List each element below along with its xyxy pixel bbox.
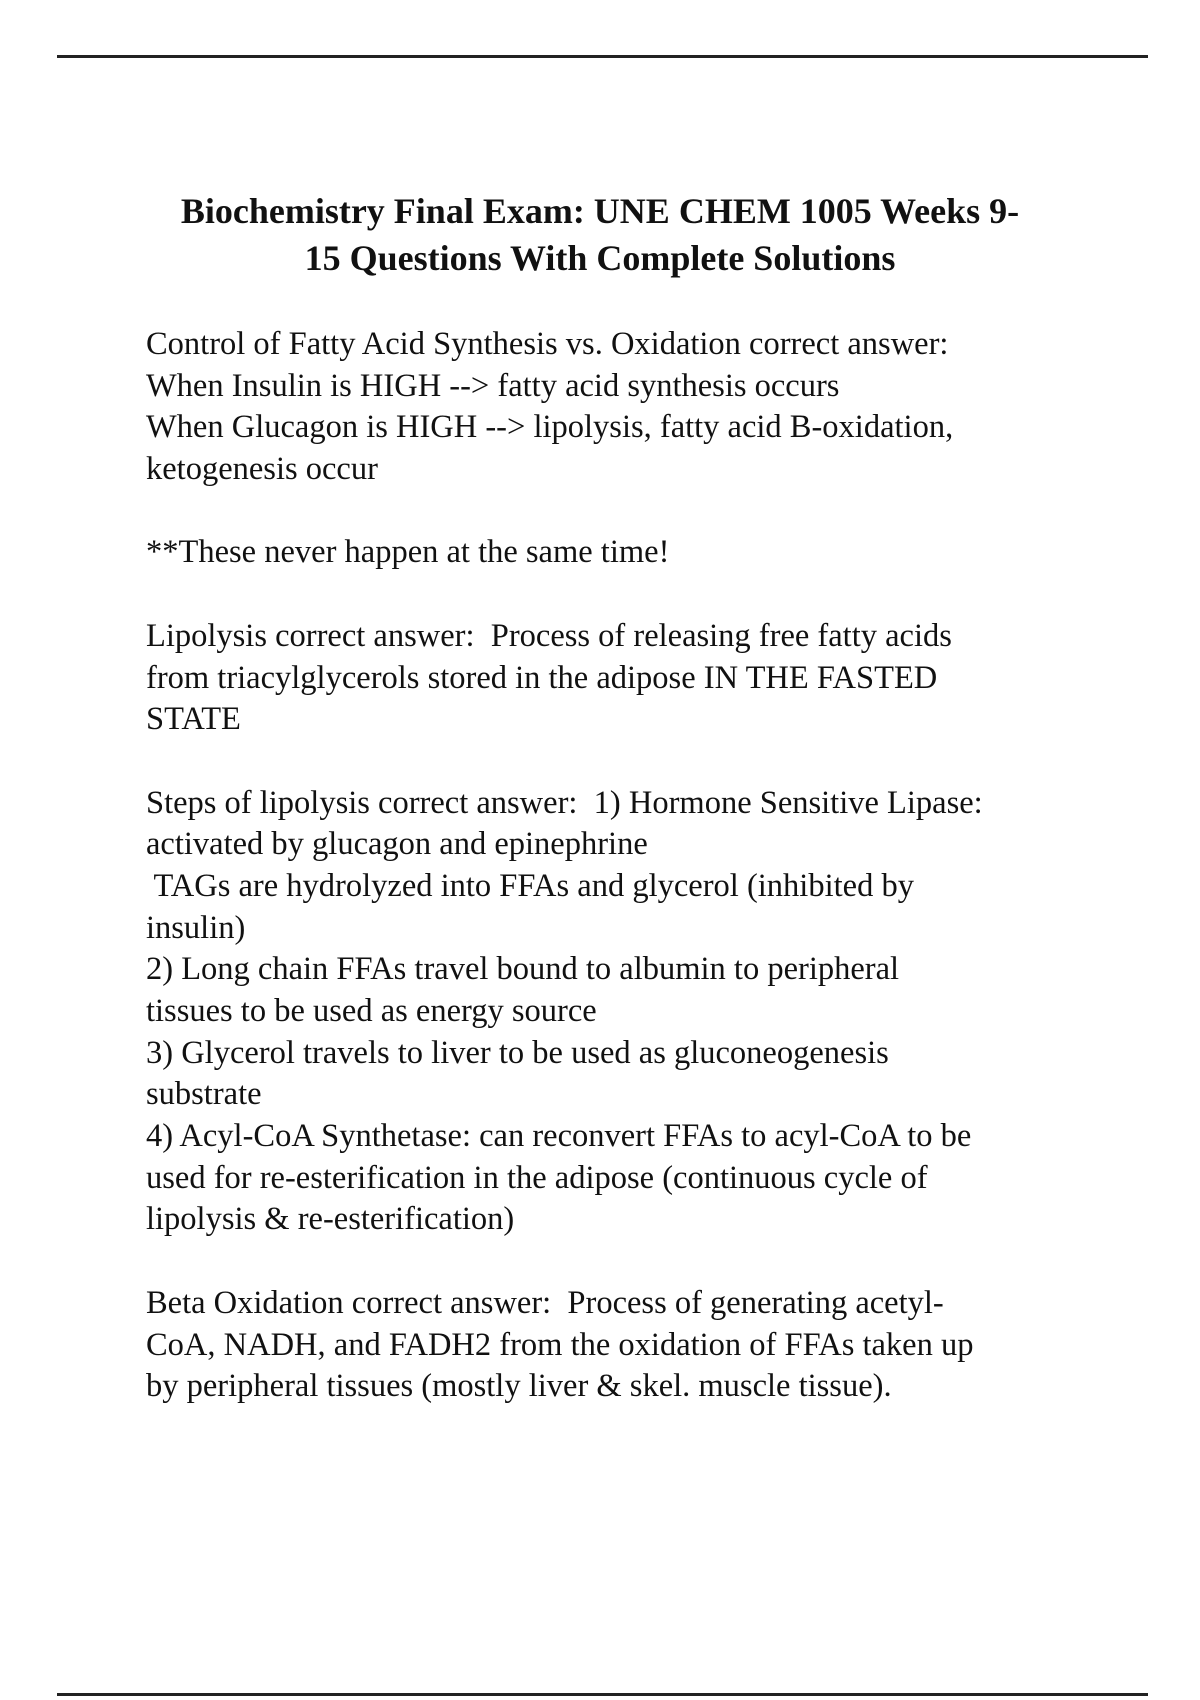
document-body bbox=[146, 324, 1106, 1408]
text-line: 4) Acyl-CoA Synthetase: can reconvert FFAs to acyl-CoA to be bbox=[146, 1118, 972, 1155]
text-line: Control of Fatty Acid Synthesis vs. Oxidation correct answer: bbox=[146, 326, 949, 362]
text-line: insulin) bbox=[146, 909, 246, 946]
text-line: 3) Glycerol travels to liver to be used as gluconeogenesis bbox=[146, 1034, 889, 1071]
paragraph-gap bbox=[146, 574, 1106, 616]
paragraph bbox=[146, 1283, 1106, 1408]
text-line: by peripheral tissues (mostly liver & skel. muscle tissue). bbox=[146, 1368, 892, 1405]
text-line: tissues to be used as energy source bbox=[146, 993, 597, 1029]
text-line: used for re-esterification in the adipose (continuous cycle of bbox=[146, 1159, 928, 1196]
text-line: ketogenesis occur bbox=[146, 451, 378, 488]
text-line: STATE bbox=[146, 701, 241, 738]
text-line: 2) Long chain FFAs travel bound to albumin to peripheral bbox=[146, 951, 900, 988]
footer-rule bbox=[57, 1693, 1148, 1696]
paragraph-gap bbox=[146, 1241, 1106, 1283]
paragraph bbox=[146, 783, 1106, 1242]
paragraph-gap bbox=[146, 741, 1106, 783]
paragraph-gap bbox=[146, 491, 1106, 533]
title-line-1: Biochemistry Final Exam: UNE CHEM 1005 Weeks 9- bbox=[180, 191, 1020, 231]
text-line: from triacylglycerols stored in the adipose IN THE FASTED bbox=[146, 659, 938, 696]
paragraph bbox=[146, 324, 1106, 491]
text-line: Beta Oxidation correct answer: Process of generating acetyl- bbox=[146, 1284, 944, 1321]
text-line: Lipolysis correct answer: Process of releasing free fatty acids bbox=[146, 617, 952, 654]
title-line-2: 15 Questions With Complete Solutions bbox=[304, 238, 896, 278]
text-line: lipolysis & re-esterification) bbox=[146, 1201, 515, 1238]
paragraph bbox=[146, 616, 1106, 741]
text-line: Steps of lipolysis correct answer: 1) Hormone Sensitive Lipase: bbox=[146, 784, 983, 821]
text-line: **These never happen at the same time! bbox=[146, 534, 670, 571]
text-line: TAGs are hydrolyzed into FFAs and glycerol (inhibited by bbox=[146, 867, 914, 904]
text-line: substrate bbox=[146, 1076, 262, 1113]
text-line: When Glucagon is HIGH --> lipolysis, fatty acid B-oxidation, bbox=[146, 409, 954, 446]
document-title bbox=[100, 188, 1100, 282]
paragraph bbox=[146, 532, 1106, 574]
text-line: CoA, NADH, and FADH2 from the oxidation of FFAs taken up bbox=[146, 1326, 974, 1363]
header-rule bbox=[57, 55, 1148, 58]
text-line: When Insulin is HIGH --> fatty acid synthesis occurs bbox=[146, 367, 840, 404]
text-line: activated by glucagon and epinephrine bbox=[146, 826, 648, 863]
